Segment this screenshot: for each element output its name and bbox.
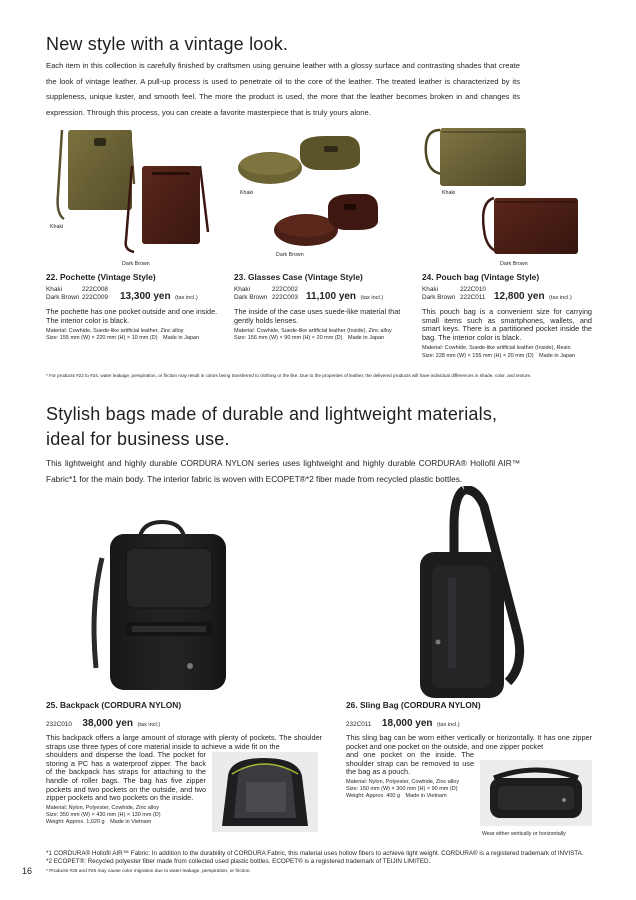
backpack-open-photo [212,752,318,832]
glasses-case-khaki-label: Khaki [240,190,254,196]
footnote-cordura: *1 CORDURA® Hollofil AIR™ Fabric: In addition to the durability of CORDURA Fabric, this material uses hollow fibers to achieve light weight. CORDURA® is a registered trademark of INVISTA. [46,850,584,857]
product-weight: Weight: Approx. 1,020 g Made in Vietnam [46,819,152,826]
sling-bag-photo-caption: Wear either vertically or horizontally [482,831,566,837]
glasses-case-darkbrown-label: Dark Brown [276,252,304,258]
product-price: 38,000 yen [82,718,134,729]
tax-note: (tax incl.) [436,722,460,728]
product-title: 25. Backpack (CORDURA NYLON) [46,700,182,710]
pouch-khaki-photo [420,124,530,190]
section2-intro: This lightweight and highly durable CORDURA NYLON series uses lightweight and highly durable CORDURA® Hollofil AIR™ Fabric*1 for the main body. The interior fabric is woven with ECOPET®*2 fiber made from recycled plastic bottles. [46,458,520,484]
pouch-darkbrown-photo [482,192,582,258]
tax-note: (tax incl.) [137,722,161,728]
section1-intro: Each item in this collection is carefully finished by craftsmen using genuine leather with a glossy surface and contrasting shades that create the look of vintage leather. A pull-up process is used to penetrate oil to the core of the leather. The treated leather is characterized by its suppleness, unique luster, and smooth feel. The more the product is used, the more that the leather becomes broken in and changes its expression. Through this process, you can create a favorite masterpiece that is truly yours alone. [46,61,520,117]
sling-bag-horizontal-photo [480,760,592,826]
product-weight: Weight: Approx. 400 g Made in Vietnam [346,793,447,800]
product-description-top: This sling bag can be worn either vertically or horizontally. It has one zipper pocket and one pocket on the outside, and one zipper pocket [346,733,592,751]
footnote-color-migration: * Products #25 and #26 may cause color migration due to water leakage, perspiration, or friction. [46,869,251,874]
product-size: Size: 156 mm (W) × 90 mm (H) × 20 mm (D) Made in Japan [234,335,385,342]
tax-note: (tax incl.) [360,295,384,301]
pouch-darkbrown-label: Dark Brown [500,261,528,267]
product-description-side: shoulders and disperse the load. The pocket for storing a PC has a waterproof zipper. The back of the backpack has straps for attaching to the handle of roller bags. The bag has five zipper pockets and two pockets on the outside, and two zipper pockets and two pockets on the inside. [46,750,206,803]
product-material: Material: Nylon, Polyester, Cowhide, Zinc alloy [346,778,460,785]
variant-code: 222C003 [272,294,298,301]
product-title: 23. Glasses Case (Vintage Style) [234,272,363,282]
variant-code: 222C008 [82,286,108,293]
pochette-khaki-label: Khaki [50,224,64,230]
product-pochette [46,272,222,343]
section2-heading-line1: Stylish bags made of durable and lightweight materials, [46,404,498,424]
product-price: 11,100 yen [306,291,357,302]
variant-color: Khaki [46,286,62,293]
product-code: 232C011 [346,721,372,728]
backpack-photo [88,518,236,696]
product-title: 22. Pochette (Vintage Style) [46,272,156,282]
product-price: 12,800 yen [494,291,545,302]
product-glasses-case [234,272,410,343]
variant-color: Khaki [422,286,438,293]
variant-color: Dark Brown [422,294,456,301]
page-number: 16 [22,866,33,876]
variant-color: Dark Brown [46,294,80,301]
product-size: Size: 228 mm (W) × 155 mm (H) × 20 mm (D) Made in Japan [422,352,576,359]
section1-footnote: * For products #22 to #24, water leakage, perspiration, or friction may result in colors being transferred to clothing or the like. Due to the properties of leather, the delivered products will have individual differences in shade, color, and texture. [46,373,532,378]
product-pouch-bag [422,272,592,360]
product-size: Size: 150 mm (W) × 300 mm (H) × 90 mm (D) [346,786,458,793]
product-description-side: and one pocket on the inside. The shoulder strap can be removed to use the bag as a pouch. [346,750,474,777]
product-material: Material: Cowhide, Suede-like artificial leather (Inside), Zinc alloy [234,328,392,335]
glasses-case-khaki-photo [236,132,364,188]
product-description: The inside of the case uses suede-like material that gently holds lenses. [234,307,401,325]
variant-code: 222C011 [460,294,486,301]
product-price: 18,000 yen [381,718,433,729]
section1-heading: New style with a vintage look. [46,34,289,54]
pochette-darkbrown-photo [122,162,212,258]
glasses-case-darkbrown-photo [272,192,380,250]
tax-note: (tax incl.) [175,295,198,301]
product-title: 24. Pouch bag (Vintage Style) [422,272,540,282]
product-size: Size: 155 mm (W) × 220 mm (H) × 10 mm (D) Made in Japan [46,335,200,342]
tax-note: (tax incl.) [549,295,572,301]
footnote-ecopet: *2 ECOPET®: Recycled polyester fiber made from collected used plastic bottles. ECOPET® is a registered trademark of TEIJIN LIMITED. [46,858,431,865]
product-title: 26. Sling Bag (CORDURA NYLON) [346,700,481,710]
variant-code: 222C010 [460,286,486,293]
product-material: Material: Cowhide, Suede-like artificial leather, Zinc alloy [46,328,184,335]
variant-color: Khaki [234,286,250,293]
pochette-darkbrown-label: Dark Brown [122,261,150,267]
product-material: Material: Cowhide, Suede-like artificial leather (Inside), Resin [422,345,571,352]
sling-bag-photo [414,486,526,702]
pouch-khaki-label: Khaki [442,190,456,196]
product-price: 13,300 yen [120,291,171,302]
variant-code: 222C009 [82,294,108,301]
product-size: Size: 350 mm (W) × 430 mm (H) × 130 mm (D) [46,811,161,818]
product-description: The pochette has one pocket outside and one inside. The interior color is black. [46,307,218,325]
variant-color: Dark Brown [234,294,268,301]
product-description-top: This backpack offers a large amount of storage with plenty of pockets. The shoulder straps use three types of core material inside to achieve a wide fit on the [46,733,322,751]
product-description: This pouch bag is a convenient size for carrying small items such as smartphones, wallets, and smart keys. There is a partitioned pocket inside the bag. The interior color is black. [422,307,592,342]
product-material: Material: Nylon, Polyester, Cowhide, Zinc alloy [46,804,160,811]
variant-code: 222C002 [272,286,298,293]
section2-heading-line2: ideal for business use. [46,429,230,449]
product-code: 232C010 [46,721,72,728]
